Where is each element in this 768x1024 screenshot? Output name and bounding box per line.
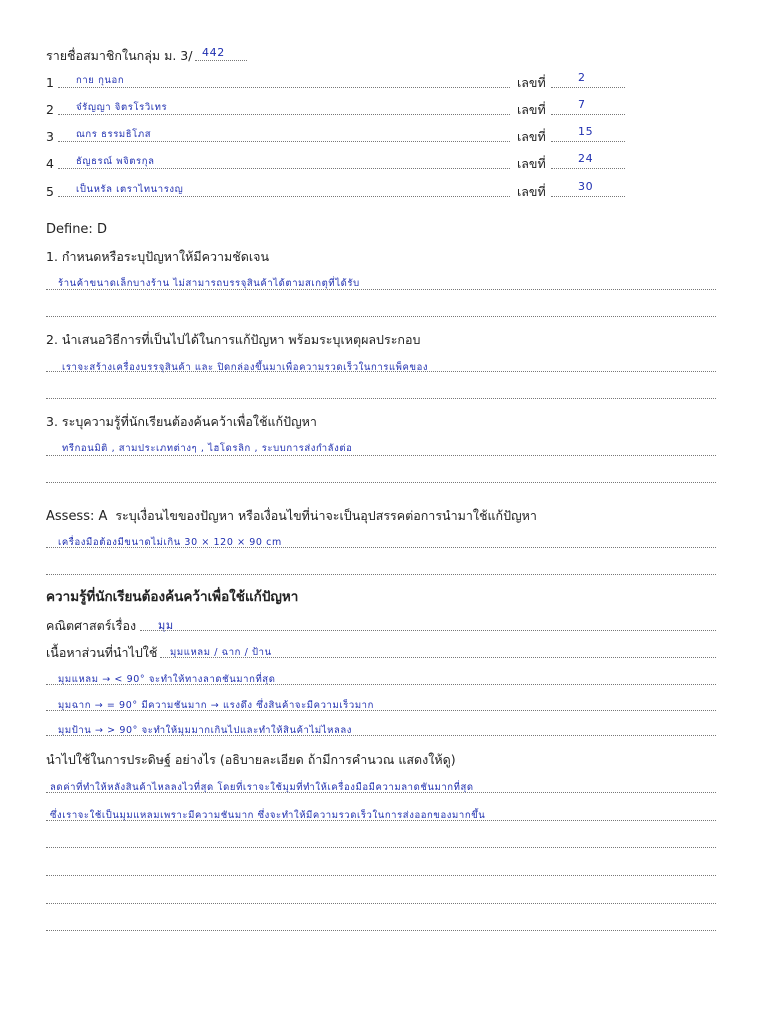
content-value: มุมแหลม / ฉาก / ป้าน [170,647,272,658]
member-index: 5 [46,184,54,199]
content-label: เนื้อหาส่วนที่นำไปใช้ [46,645,158,660]
member-number-line [551,196,625,197]
member-number-line [551,141,625,142]
answer-line [46,684,716,685]
member-index: 2 [46,102,54,117]
answer-line [46,398,716,399]
member-number-line [551,114,625,115]
define-question-1: 1. กำหนดหรือระบุปัญหาให้มีความชัดเจน [46,249,270,264]
math-value: มุม [158,619,174,632]
member-name: เป็นหรัล เตราไทนารงญ [76,184,184,195]
define-heading: Define: D [46,222,107,237]
answer-line [46,547,716,548]
answer-line [46,455,716,456]
define-answer-2: เราจะสร้างเครื่องบรรจุสินค้า และ ปิดกล่องขึ้นมาเพื่อความรวดเร็วในการแพ็คของ [62,362,429,373]
assess-row [46,508,537,524]
knowledge-heading: ความรู้ที่นักเรียนต้องค้นคว้าเพื่อใช้แก้ปัญหา [46,589,299,605]
group-dotted-line [195,60,247,61]
define-answer-3: ทรีกอนมิติ , สามประเภทต่างๆ , ไฮโดรลิก , ระบบการส่งกำลังต่อ [62,443,353,454]
answer-line [46,574,716,575]
member-number-label: เลขที่ [517,75,546,90]
answer-line [46,289,716,290]
member-number-label: เลขที่ [517,184,546,199]
answer-line [46,930,716,931]
member-number: 2 [578,71,586,84]
member-number: 15 [578,125,594,138]
math-label: คณิตศาสตร์เรื่อง [46,618,137,633]
member-number-label: เลขที่ [517,102,546,117]
knowledge-line: มุมแหลม → < 90° จะทำให้ทางลาดชันมากที่สุด [58,674,276,685]
answer-line [46,316,716,317]
answer-line [160,657,716,658]
member-number: 7 [578,98,586,111]
assess-answer: เครื่องมือต้องมีขนาดไม่เกิน 30 × 120 × 90 cm [58,537,282,548]
member-index: 4 [46,156,54,171]
member-index: 1 [46,75,54,90]
member-number-line [551,87,625,88]
answer-line [46,792,716,793]
assess-label: Assess: A [46,509,108,524]
assess-question: ระบุเงื่อนไขของปัญหา หรือเงื่อนไขที่น่าจะเป็นอุปสรรคต่อการนำมาใช้แก้ปัญหา [115,508,537,523]
member-index: 3 [46,129,54,144]
members-label: รายชื่อสมาชิกในกลุ่ม ม. 3/ [46,48,193,63]
member-number: 24 [578,152,594,165]
answer-line [46,875,716,876]
member-name: กาย กุนอก [76,75,125,86]
member-number-line [551,168,625,169]
define-question-3: 3. ระบุความรู้ที่นักเรียนต้องค้นคว้าเพื่อใช้แก้ปัญหา [46,414,317,429]
member-number-label: เลขที่ [517,129,546,144]
member-number: 30 [578,180,594,193]
answer-line [46,710,716,711]
define-answer-1: ร้านค้าขนาดเล็กบางร้าน ไม่สามารถบรรจุสินค้าได้ตามสเกตุที่ได้รับ [58,278,360,289]
group-value: 442 [202,46,225,59]
define-question-2: 2. นำเสนอวิธีการที่เป็นไปได้ในการแก้ปัญหา พร้อมระบุเหตุผลประกอบ [46,332,421,347]
answer-line [46,482,716,483]
member-name: ณกร ธรรมธิโภส [76,129,152,140]
apply-line: ลดค่าที่ทำให้หลังสินค้าไหลลงไวที่สุด โดยที่เราจะใช้มุมที่ทำให้เครื่องมือมีความลาดชันมากที่สุด [50,782,474,793]
answer-line [46,820,716,821]
answer-line [46,735,716,736]
answer-line [46,847,716,848]
knowledge-line: มุมป้าน → > 90° จะทำให้มุมมากเกินไปและทำให้สินค้าไม่ไหลลง [58,725,353,736]
answer-line [140,630,716,631]
answer-line [46,903,716,904]
member-name-line [58,87,510,88]
member-number-label: เลขที่ [517,156,546,171]
apply-label: นำไปใช้ในการประดิษฐ์ อย่างไร (อธิบายละเอียด ถ้ามีการคำนวณ แสดงให้ดู) [46,752,456,767]
answer-line [46,371,716,372]
apply-line: ซึ่งเราจะใช้เป็นมุมแหลมเพราะมีความชันมาก ซึ่งจะทำให้มีความรวดเร็วในการส่งออกของมากขึ้น [50,810,486,821]
member-name: ธัญธรณ์ พจิตรกุล [76,156,155,167]
knowledge-line: มุมฉาก → = 90° มีความชันมาก → แรงดึง ซึ่งสินค้าจะมีความเร็วมาก [58,700,374,711]
member-name: จ๋รัญญา จิตรโรวิเทร [76,102,168,113]
